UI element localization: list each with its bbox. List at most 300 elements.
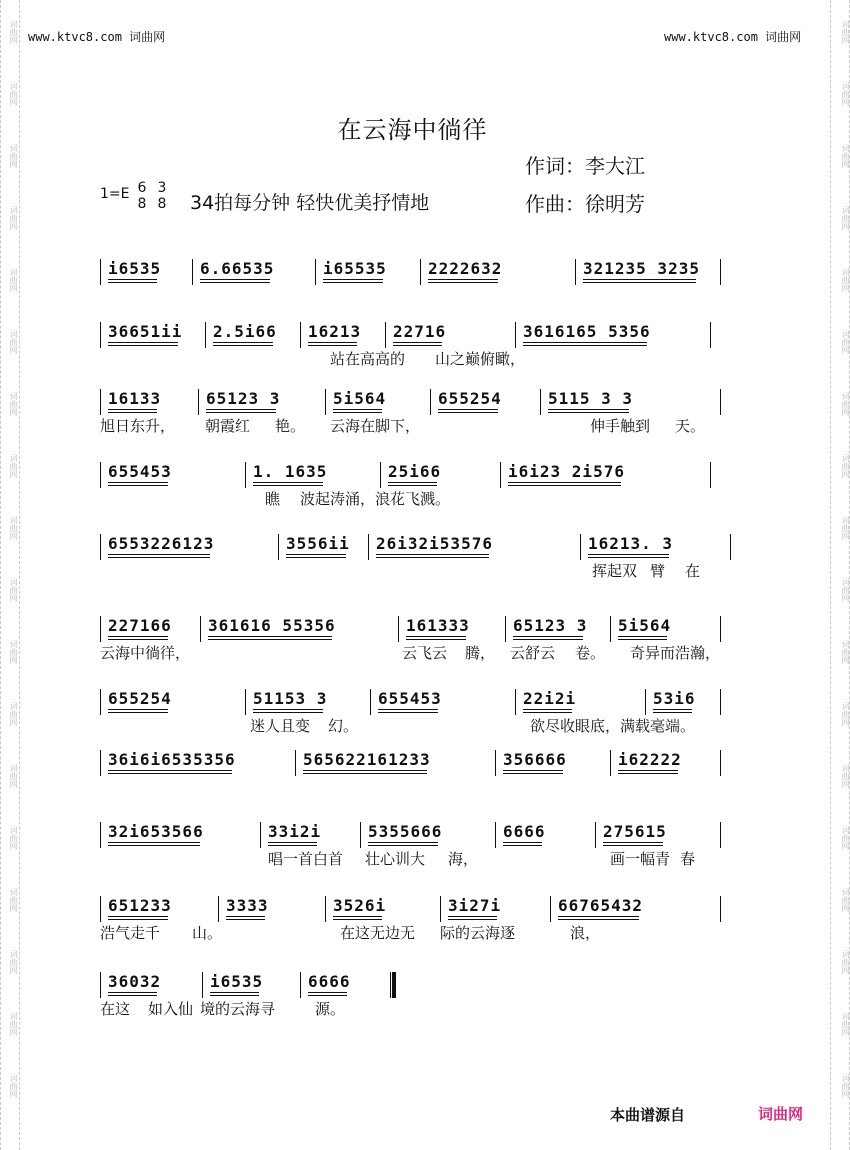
measure — [588, 530, 673, 558]
lyric-line: 如入仙 — [148, 1000, 194, 1018]
beam-underline — [376, 554, 489, 555]
beam-underline — [108, 995, 157, 996]
measure-notes: 16213. 3 — [588, 534, 674, 553]
watermark-text: 词曲网 — [841, 1074, 850, 1098]
measure-notes: 22i2i — [523, 689, 577, 708]
watermark-text: 词曲网 — [9, 764, 18, 788]
measure — [268, 818, 321, 846]
measure-notes: 3333 — [226, 896, 269, 915]
measure-notes: 6666 — [308, 972, 351, 991]
measure-notes: 25i66 — [388, 462, 442, 481]
measure — [523, 685, 576, 713]
bar-line — [278, 534, 279, 560]
bar-line — [730, 534, 731, 560]
lyric-line: 浪， — [570, 924, 601, 942]
score-row — [100, 255, 725, 295]
measure-notes: 51153 3 — [253, 689, 328, 708]
lyric-line: 云舒云 — [510, 644, 556, 662]
watermark-text: 词曲网 — [9, 206, 18, 230]
watermark-text: 词曲网 — [841, 888, 850, 912]
measure-notes: 161333 — [406, 616, 470, 635]
beam-underline — [323, 282, 383, 283]
beam-underline — [333, 919, 382, 920]
watermark-text: 词曲网 — [841, 516, 850, 540]
beam-underline — [208, 636, 332, 637]
beam-underline — [428, 282, 498, 283]
measure — [376, 530, 493, 558]
lyric-line: 在这无边无 — [340, 924, 416, 942]
bar-line — [595, 822, 596, 848]
beam-underline — [226, 916, 265, 917]
measure — [253, 685, 327, 713]
beam-underline — [406, 636, 466, 637]
watermark-text: 词曲网 — [9, 268, 18, 292]
measure — [226, 892, 269, 920]
right-margin-strip — [830, 0, 850, 1150]
beam-underline — [333, 916, 382, 917]
beam-underline — [213, 345, 273, 346]
beam-underline — [108, 712, 168, 713]
watermark-text: 词曲网 — [9, 950, 18, 974]
measure — [108, 968, 161, 996]
bar-line — [580, 534, 581, 560]
score-row — [100, 612, 725, 662]
beam-underline — [108, 916, 168, 917]
beam-underline — [333, 412, 382, 413]
beam-underline — [438, 409, 498, 410]
beam-underline — [448, 916, 497, 917]
bar-line — [300, 322, 301, 348]
measure-notes: 6.66535 — [200, 259, 275, 278]
watermark-text: 词曲网 — [9, 826, 18, 850]
measure — [406, 612, 470, 640]
watermark-text: 词曲网 — [9, 1012, 18, 1036]
beam-underline — [393, 345, 442, 346]
watermark-text: 词曲网 — [841, 330, 850, 354]
measure-notes: 655453 — [108, 462, 172, 481]
bar-line — [100, 322, 101, 348]
measure — [303, 746, 431, 774]
measure-notes: 655254 — [438, 389, 502, 408]
beam-underline — [308, 345, 357, 346]
key-signature: 1=E — [100, 186, 130, 202]
beam-underline — [108, 279, 157, 280]
watermark-text: 词曲网 — [9, 454, 18, 478]
beam-underline — [508, 485, 621, 486]
measure-notes: 32i653566 — [108, 822, 204, 841]
watermark-text: 词曲网 — [841, 826, 850, 850]
watermark-text: 词曲网 — [9, 82, 18, 106]
beam-underline — [108, 482, 168, 483]
bar-line — [505, 616, 506, 642]
lyric-line: 在这 — [100, 1000, 131, 1018]
beam-underline — [523, 709, 572, 710]
lyric-line: 在 — [685, 562, 701, 580]
watermark-text: 词曲网 — [9, 1074, 18, 1098]
beam-underline — [108, 636, 168, 637]
measure-notes: 5115 3 3 — [548, 389, 634, 408]
measure-notes: 16213 — [308, 322, 362, 341]
bar-line — [575, 259, 576, 285]
score-row — [100, 685, 725, 735]
watermark-text: 词曲网 — [9, 330, 18, 354]
measure — [428, 255, 502, 283]
measure-notes: 2222632 — [428, 259, 503, 278]
measure — [108, 318, 182, 346]
measure — [308, 318, 361, 346]
bar-line — [100, 822, 101, 848]
lyric-line: 山。 — [192, 924, 223, 942]
beam-underline — [406, 639, 466, 640]
measure — [108, 892, 172, 920]
beam-underline — [200, 279, 270, 280]
beam-underline — [388, 482, 437, 483]
measure — [108, 818, 204, 846]
beam-underline — [253, 482, 323, 483]
measure — [108, 530, 214, 558]
measure — [108, 255, 161, 283]
bar-line — [540, 389, 541, 415]
bar-line — [368, 534, 369, 560]
beam-underline — [108, 412, 157, 413]
beam-underline — [268, 845, 317, 846]
beam-underline — [206, 412, 276, 413]
beam-underline — [603, 842, 663, 843]
source-label: 本曲谱源自 — [610, 1106, 686, 1124]
lyricist: 作词：李大江 — [525, 154, 645, 178]
bar-line — [218, 896, 219, 922]
beam-underline — [108, 709, 168, 710]
bar-line — [430, 389, 431, 415]
watermark-text: 词曲网 — [9, 392, 18, 416]
bar-line — [720, 259, 721, 285]
header-url-left[interactable]: www.ktvc8.com 词曲网 — [28, 30, 166, 44]
lyric-line: 境的云海寻 — [200, 1000, 276, 1018]
watermark-text: 词曲网 — [841, 950, 850, 974]
header-url-right[interactable]: www.ktvc8.com 词曲网 — [664, 30, 802, 44]
beam-underline — [108, 557, 210, 558]
bar-line — [360, 822, 361, 848]
measure-notes: 36032 — [108, 972, 162, 991]
beam-underline — [428, 279, 498, 280]
lyric-line: 迷人且变 — [250, 717, 311, 735]
lyric-line: 站在高高的 — [330, 350, 406, 368]
lyric-line: 欲尽收眼底，满载毫端。 — [530, 717, 696, 735]
bar-line — [300, 972, 301, 998]
bar-line — [100, 972, 101, 998]
watermark-text: 词曲网 — [9, 516, 18, 540]
score-row — [100, 968, 725, 1018]
measure — [618, 746, 682, 774]
bar-line — [500, 462, 501, 488]
beam-underline — [108, 345, 178, 346]
bar-line — [610, 750, 611, 776]
measure-notes: 22716 — [393, 322, 447, 341]
beam-underline — [618, 770, 678, 771]
beam-underline — [210, 995, 259, 996]
beam-underline — [210, 992, 259, 993]
measure — [108, 746, 236, 774]
beam-underline — [503, 842, 542, 843]
beam-underline — [253, 485, 323, 486]
bar-line — [380, 462, 381, 488]
measure-notes: 33i2i — [268, 822, 322, 841]
bar-line — [495, 822, 496, 848]
watermark-text: 词曲网 — [841, 268, 850, 292]
measure — [108, 612, 172, 640]
measure — [208, 612, 336, 640]
lyric-line: 瞧 — [265, 490, 281, 508]
beam-underline — [503, 845, 542, 846]
measure-notes: 2.5i66 — [213, 322, 277, 341]
beam-underline — [548, 412, 629, 413]
measure — [388, 458, 441, 486]
bar-line — [315, 259, 316, 285]
measure-notes: 3526i — [333, 896, 387, 915]
beam-underline — [108, 554, 210, 555]
bar-line — [100, 689, 101, 715]
beam-underline — [393, 342, 442, 343]
watermark-text: 词曲网 — [841, 454, 850, 478]
bar-line — [710, 322, 711, 348]
score-row — [100, 892, 725, 942]
lyric-line: 云飞云 — [402, 644, 448, 662]
lyric-line: 波起涛涌，浪花飞溅。 — [300, 490, 451, 508]
bar-line — [100, 534, 101, 560]
source-site-link[interactable]: 词曲网 — [758, 1105, 804, 1123]
measure-notes: 26i32i53576 — [376, 534, 493, 553]
beam-underline — [108, 342, 178, 343]
watermark-text: 词曲网 — [841, 206, 850, 230]
beam-underline — [308, 995, 347, 996]
measure-notes: 356666 — [503, 750, 567, 769]
measure — [333, 385, 386, 413]
measure — [508, 458, 625, 486]
beam-underline — [513, 639, 583, 640]
measure-notes: 655254 — [108, 689, 172, 708]
beam-underline — [253, 712, 323, 713]
measure-notes: 6553226123 — [108, 534, 215, 553]
beam-underline — [206, 409, 276, 410]
watermark-text: 词曲网 — [841, 20, 850, 44]
beam-underline — [618, 773, 678, 774]
bar-line — [515, 689, 516, 715]
watermark-text: 词曲网 — [841, 1012, 850, 1036]
lyric-line: 海， — [448, 850, 479, 868]
bar-line — [100, 616, 101, 642]
measure-notes: 36651ii — [108, 322, 183, 341]
bar-line — [710, 462, 711, 488]
score-row — [100, 530, 725, 580]
measure-notes: i6i23 2i576 — [508, 462, 625, 481]
beam-underline — [308, 992, 347, 993]
lyric-line: 艳。 — [275, 417, 306, 435]
measure-notes: 565622161233 — [303, 750, 431, 769]
lyric-line: 唱一首白首 — [268, 850, 344, 868]
beam-underline — [618, 639, 667, 640]
measure-notes: 65123 3 — [513, 616, 588, 635]
measure — [206, 385, 280, 413]
measure — [323, 255, 387, 283]
bar-line — [398, 616, 399, 642]
lyric-line: 壮心训大 — [365, 850, 426, 868]
composer: 作曲：徐明芳 — [525, 192, 645, 216]
beam-underline — [286, 557, 346, 558]
lyric-line: 际的云海逐 — [440, 924, 516, 942]
measure-notes: 361616 55356 — [208, 616, 336, 635]
bar-line — [385, 322, 386, 348]
measure-notes: 275615 — [603, 822, 667, 841]
beam-underline — [583, 279, 696, 280]
beam-underline — [388, 485, 437, 486]
watermark-text: 词曲网 — [841, 144, 850, 168]
beam-underline — [108, 845, 200, 846]
bar-line — [720, 689, 721, 715]
bar-line — [515, 322, 516, 348]
measure-notes: i62222 — [618, 750, 682, 769]
bar-line — [325, 389, 326, 415]
beam-underline — [108, 773, 232, 774]
measure-notes: 53i6 — [653, 689, 696, 708]
beam-underline — [200, 282, 270, 283]
bar-line — [245, 689, 246, 715]
measure — [548, 385, 633, 413]
lyric-line: 春 — [680, 850, 696, 868]
measure — [438, 385, 502, 413]
score-row — [100, 318, 725, 368]
watermark-text: 词曲网 — [841, 640, 850, 664]
beam-underline — [368, 842, 438, 843]
beam-underline — [108, 919, 168, 920]
watermark-text: 词曲网 — [841, 702, 850, 726]
measure-notes: 65123 3 — [206, 389, 281, 408]
bar-line — [440, 896, 441, 922]
beam-underline — [213, 342, 273, 343]
beam-underline — [323, 279, 383, 280]
lyric-line: 云海中徜徉， — [100, 644, 191, 662]
measure — [253, 458, 327, 486]
measure — [448, 892, 501, 920]
score-row — [100, 746, 725, 786]
lyric-line: 天。 — [675, 417, 706, 435]
watermark-text: 词曲网 — [841, 764, 850, 788]
measure — [368, 818, 442, 846]
beam-underline — [303, 770, 427, 771]
bar-line — [610, 616, 611, 642]
beam-underline — [603, 845, 663, 846]
measure-notes: 321235 3235 — [583, 259, 700, 278]
tempo-marking: 34拍每分钟 轻快优美抒情地 — [190, 192, 430, 214]
beam-underline — [513, 636, 583, 637]
beam-underline — [368, 845, 438, 846]
measure — [618, 612, 671, 640]
beam-underline — [108, 639, 168, 640]
measure — [200, 255, 274, 283]
watermark-text: 词曲网 — [841, 392, 850, 416]
measure — [108, 458, 172, 486]
beam-underline — [588, 557, 669, 558]
beam-underline — [108, 485, 168, 486]
beam-underline — [558, 916, 639, 917]
measure-notes: 651233 — [108, 896, 172, 915]
bar-line — [720, 896, 721, 922]
measure-notes: 3i27i — [448, 896, 502, 915]
time-signature-2: 3 8 — [157, 180, 167, 212]
measure-notes: 3556ii — [286, 534, 350, 553]
beam-underline — [286, 554, 346, 555]
beam-underline — [503, 770, 563, 771]
beam-underline — [333, 409, 382, 410]
measure — [286, 530, 350, 558]
lyric-line: 腾， — [465, 644, 496, 662]
lyric-line: 画一幅青 — [610, 850, 671, 868]
bar-line — [295, 750, 296, 776]
bar-line — [325, 896, 326, 922]
measure — [213, 318, 277, 346]
score-row — [100, 458, 725, 508]
watermark-text: 词曲网 — [9, 702, 18, 726]
beam-underline — [268, 842, 317, 843]
beam-underline — [588, 554, 669, 555]
measure — [503, 818, 546, 846]
watermark-text: 词曲网 — [841, 578, 850, 602]
watermark-text: 词曲网 — [841, 82, 850, 106]
bar-line — [100, 462, 101, 488]
lyric-line: 朝霞红 — [205, 417, 251, 435]
beam-underline — [108, 842, 200, 843]
measure — [523, 318, 651, 346]
watermark-text: 词曲网 — [9, 888, 18, 912]
score-row — [100, 385, 725, 435]
beam-underline — [503, 773, 563, 774]
measure-notes: 66765432 — [558, 896, 644, 915]
measure-notes: 1. 1635 — [253, 462, 328, 481]
lyric-line: 卷。 — [575, 644, 606, 662]
lyric-line: 伸手触到 — [590, 417, 651, 435]
measure-notes: 6666 — [503, 822, 546, 841]
measure-notes: 5355666 — [368, 822, 443, 841]
beam-underline — [558, 919, 639, 920]
measure-notes: i65535 — [323, 259, 387, 278]
bar-line — [202, 972, 203, 998]
measure-notes: 655453 — [378, 689, 442, 708]
lyric-line: 源。 — [315, 1000, 346, 1018]
bar-line — [370, 689, 371, 715]
measure — [108, 385, 161, 413]
measure — [513, 612, 587, 640]
left-margin-strip — [0, 0, 20, 1150]
beam-underline — [108, 409, 157, 410]
beam-underline — [548, 409, 629, 410]
lyric-line: 臂 — [650, 562, 666, 580]
watermark-text: 词曲网 — [9, 144, 18, 168]
lyric-line: 幻。 — [328, 717, 359, 735]
measure — [583, 255, 700, 283]
bar-line — [100, 259, 101, 285]
time-signature-1: 6 8 — [137, 180, 147, 212]
beam-underline — [438, 412, 498, 413]
measure — [393, 318, 446, 346]
bar-line — [720, 822, 721, 848]
beam-underline — [508, 482, 621, 483]
bar-line — [645, 689, 646, 715]
song-title: 在云海中徜徉 — [337, 116, 488, 144]
beam-underline — [378, 712, 438, 713]
beam-underline — [108, 992, 157, 993]
bar-line — [245, 462, 246, 488]
measure-notes: 16133 — [108, 389, 162, 408]
beam-underline — [308, 342, 357, 343]
